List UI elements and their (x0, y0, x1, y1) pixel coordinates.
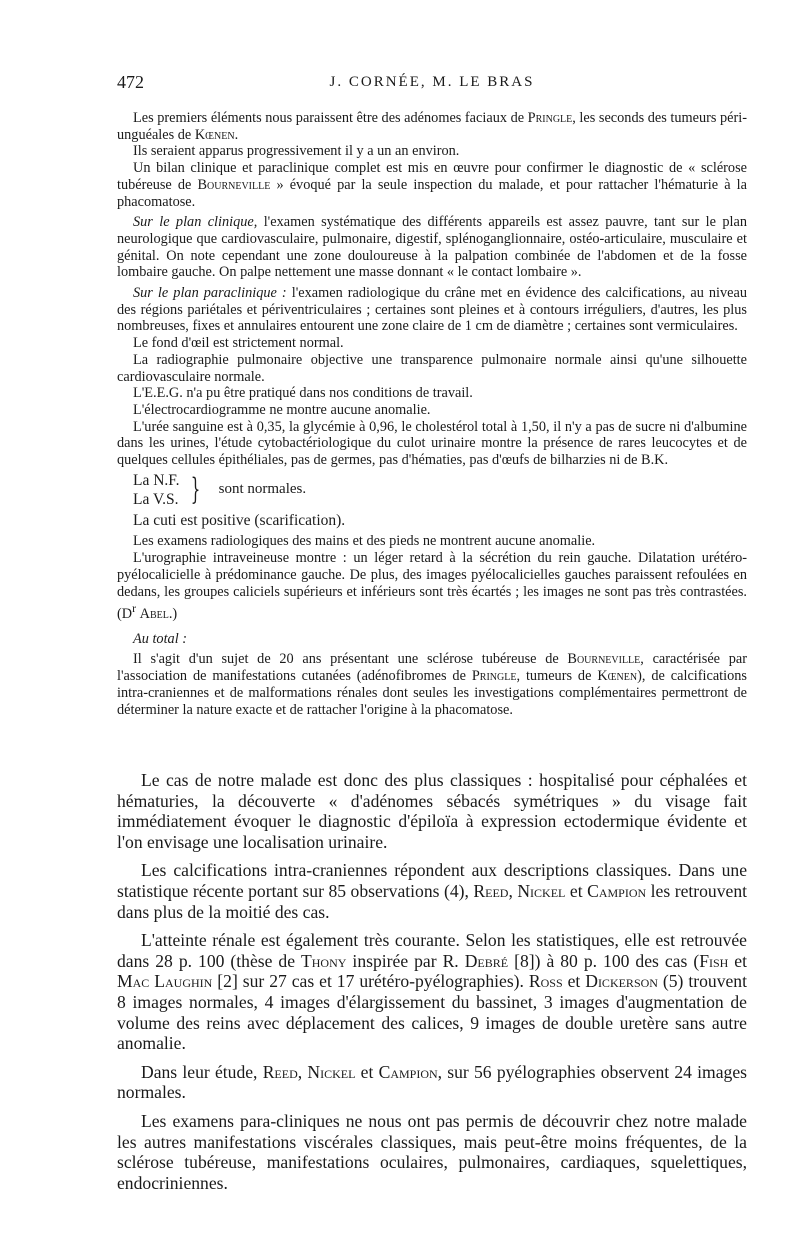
observation-block (117, 110, 747, 718)
observation-paragraph: Un bilan clinique et paraclinique complet est mis en œuvre pour confirmer le diagnostic de « sclérose tubéreuse de Bourneville » évoqué par la seule inspection du malade, et pour rattacher l'hématurie à la phacomatose. (117, 160, 747, 210)
discussion-paragraph: Dans leur étude, Reed, Nickel et Campion, sur 56 pyélographies observent 24 images normales. (117, 1061, 748, 1103)
running-head: J. CORNÉE, M. LE BRAS (329, 74, 535, 90)
observation-paragraph: Le fond d'œil est strictement normal. (133, 335, 344, 352)
page-header (117, 72, 747, 98)
observation-paragraph: L'urée sanguine est à 0,35, la glycémie à 0,96, le cholestérol total à 1,50, il n'y a pas de sucre ni d'albumine dans les urines, l'étude cytobactériologique du culot urinaire montre la présence de rares leucocytes et de quelques cellules épithéliales, pas de germes, pas d'hématies, pas d'œufs de bilharzies ni de B.K. (117, 418, 747, 469)
observation-paragraph: Les premiers éléments nous paraissent être des adénomes faciaux de Pringle, les seconds des tumeurs péri-unguéales de Kœnen. (117, 110, 747, 143)
discussion-paragraph: Le cas de notre malade est donc des plus classiques : hospitalisé pour céphalées et hématuries, la découverte « d'adénomes sébacés symétriques » du visage fait immédiatement évoquer le diagnostic d'épiloïa à expression ectodermique évidente et l'on envisage une localisation urinaire. (117, 770, 747, 852)
observation-paragraph: L'E.E.G. n'a pu être pratiqué dans nos conditions de travail. (133, 385, 473, 402)
blood-tests-brace (133, 471, 747, 509)
observation-paragraph: Ils seraient apparus progressivement il y a un an environ. (133, 143, 460, 160)
brace-label-vs: La V.S. (133, 490, 179, 508)
brace-text: sont normales. (218, 481, 307, 498)
observation-paragraph: L'électrocardiogramme ne montre aucune anomalie. (133, 401, 431, 418)
brace-icon: } (190, 471, 200, 507)
clinical-paragraph: Sur le plan clinique, l'examen systématique des différents appareils est assez pauvre, tant sur le plan neurologique que cardiovasculaire, pulmonaire, digestif, splénoganglionnaire, ostéo-articulaire, musculaire et génital. On note cependant une zone douloureuse à la palpation combinée de l'abdomen et de la fosse lombaire gauche. On palpe nettement une masse donnant « le contact lombaire ». (117, 214, 747, 281)
paraclinical-paragraph: Sur le plan paraclinique : l'examen radiologique du crâne met en évidence des calcifications, au niveau des régions pariétales et périventriculaires ; certaines sont pleines et à contours irréguliers, d'autres, les plus nombreuses, fixes et annulaires entourent une zone claire de 1 cm de diamètre ; certaines sont vermiculaires. (117, 285, 748, 335)
discussion-block (117, 770, 747, 1201)
summary-paragraph: Il s'agit d'un sujet de 20 ans présentant une sclérose tubéreuse de Bourneville, caractérisée par l'association de manifestations cutanées (adénofibromes de Pringle, tumeurs de Kœnen), de calcifications intra-craniennes et de malformations rénales dont seules les investigations complémentaires permettront de déterminer la nature exacte et de rattacher l'origine à la phacomatose. (117, 651, 747, 718)
observation-paragraph: Les examens radiologiques des mains et des pieds ne montrent aucune anomalie. (133, 533, 596, 550)
observation-paragraph: La radiographie pulmonaire objective une transparence pulmonaire normale ainsi qu'une silhouette cardiovasculaire normale. (117, 351, 747, 385)
page-number: 472 (117, 72, 144, 92)
brace-labels (133, 471, 180, 509)
au-total-heading: Au total : (133, 630, 188, 647)
discussion-paragraph: Les examens para-cliniques ne nous ont pas permis de découvrir chez notre malade les autres manifestations viscérales classiques, mais peut-être moins fréquentes, de la sclérose tubéreuse, manifestations oculaires, pulmonaires, cardiaques, squelettiques, endocriniennes. (117, 1110, 747, 1193)
brace-label-nf: La N.F. (133, 471, 180, 489)
discussion-paragraph: L'atteinte rénale est également très courante. Selon les statistiques, elle est retrouvée dans 28 p. 100 (thèse de Thony inspirée par R. Debré [8]) à 80 p. 100 des cas (Fish et Mac Laughin [2] sur 27 cas et 17 urétéro-pyélographies). Ross et Dickerson (5) trouvent 8 images normales, 4 images d'élargissement du bassinet, 3 images d'augmentation de volume des reins avec déplacement des calices, 9 images de double uretère sans autre anomalie. (117, 930, 748, 1054)
discussion-paragraph: Les calcifications intra-craniennes répondent aux descriptions classiques. Dans une statistique récente portant sur 85 observations (4), Reed, Nickel et Campion les retrouvent dans plus de la moitié des cas. (117, 860, 748, 922)
observation-paragraph: La cuti est positive (scarification). (133, 511, 346, 529)
urography-paragraph: L'urographie intraveineuse montre : un léger retard à la sécrétion du rein gauche. Dilatation urétéro-pyélocalicielle à prédominance gauche. De plus, des images pyélocalicielles gauches paraissent refoulées en dedans, les groupes caliciels supérieurs et inférieurs sont très écartés ; les images ne sont pas très contrastées. ($D^r$ Abel.) (117, 550, 747, 623)
